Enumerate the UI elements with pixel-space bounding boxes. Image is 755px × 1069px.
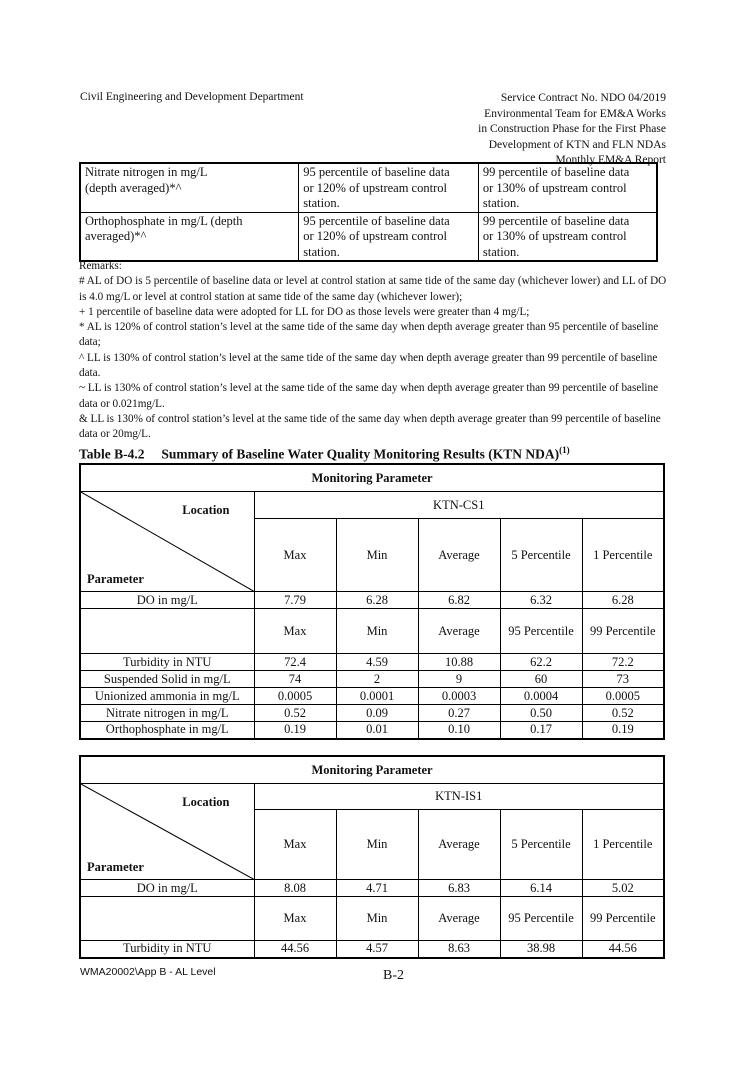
remark-line: ^ LL is 130% of control station’s level at the same tide of the same day when depth average greater than 99 percentile of baseline data. [79, 351, 658, 380]
table-row [80, 592, 664, 609]
row-label: Turbidity in NTU [80, 654, 254, 671]
table-cell: 9 [418, 671, 500, 688]
table-cell: 62.2 [500, 654, 582, 671]
table-row [80, 609, 664, 654]
row-label: DO in mg/L [80, 592, 254, 609]
criteria-al-cell [299, 212, 479, 261]
cell-line: 99 percentile of baseline data [482, 213, 630, 228]
remark-line: Remarks: [79, 260, 122, 272]
cell-line: (depth averaged)*^ [85, 180, 182, 195]
row-label: Suspended Solid in mg/L [80, 671, 254, 688]
remark-line: * AL is 120% of control station’s level at the same tide of the same day when depth average greater than 95 percentile of baseline data; [79, 321, 659, 349]
table-cell: 0.0005 [582, 688, 664, 705]
table-row [80, 756, 664, 784]
header-line: in Construction Phase for the First Phase [478, 123, 666, 136]
column-header: Min [336, 519, 418, 592]
location-parameter-corner [80, 492, 254, 592]
table-row [80, 464, 664, 492]
monitoring-parameter-header: Monitoring Parameter [80, 464, 664, 492]
table-caption [79, 445, 570, 463]
criteria-ll-cell [478, 163, 657, 212]
column-header: Max [254, 609, 336, 654]
cell-line: Nitrate nitrogen in mg/L [85, 165, 208, 179]
cell-line: 99 percentile of baseline data [482, 165, 630, 179]
table-row [80, 897, 664, 941]
table-number: Table B-4.2 [79, 446, 145, 462]
cell-line: Orthophosphate in mg/L (depth [85, 213, 243, 228]
station-header: KTN-IS1 [254, 784, 664, 810]
remarks [79, 259, 669, 443]
table-cell: 74 [254, 671, 336, 688]
header-line: Environmental Team for EM&A Works [484, 107, 666, 120]
table-cell: 6.28 [582, 592, 664, 609]
criteria-ll-cell [478, 212, 657, 261]
table-cell: 6.14 [500, 880, 582, 897]
empty-cell [80, 897, 254, 941]
table-cell: 0.52 [582, 705, 664, 722]
table-cell: 0.0005 [254, 688, 336, 705]
criteria-param-cell [80, 212, 299, 261]
remark-line: & LL is 130% of control station’s level at the same tide of the same day when depth average greater than 99 percentile of baseline data or 20mg/L. [79, 412, 661, 441]
table-cell: 0.0004 [500, 688, 582, 705]
monitoring-parameter-header: Monitoring Parameter [80, 756, 664, 784]
header-line: Monthly EM&A Report [555, 154, 666, 167]
table-cell: 72.2 [582, 654, 664, 671]
station-header: KTN-CS1 [254, 492, 664, 519]
remark-line: + 1 percentile of baseline data were adopted for LL for DO as those levels were greater than 4 mg/L; [79, 305, 530, 318]
column-header: Average [418, 609, 500, 654]
table-cell: 0.19 [254, 722, 336, 739]
table-cell: 5.02 [582, 880, 664, 897]
cell-line: or 120% of upstream control [303, 180, 447, 195]
table-cell: 0.0001 [336, 688, 418, 705]
cell-line: or 120% of upstream control [303, 229, 447, 243]
table-row [80, 163, 657, 212]
table-cell: 0.27 [418, 705, 500, 722]
table-cell: 0.52 [254, 705, 336, 722]
row-label: Turbidity in NTU [80, 941, 254, 958]
table-cell: 0.01 [336, 722, 418, 739]
table-row [80, 654, 664, 671]
cell-line: averaged)*^ [85, 229, 147, 243]
cell-line: station. [482, 196, 520, 210]
row-label: Nitrate nitrogen in mg/L [80, 705, 254, 722]
table-cell: 10.88 [418, 654, 500, 671]
table-cell: 0.09 [336, 705, 418, 722]
table-cell: 2 [336, 671, 418, 688]
column-header: Max [254, 897, 336, 941]
column-header: 95 Percentile [500, 609, 582, 654]
table-cell: 4.71 [336, 880, 418, 897]
table-row [80, 722, 664, 739]
cell-line: or 130% of upstream control [482, 229, 627, 243]
table-row [80, 671, 664, 688]
table-cell: 38.98 [500, 941, 582, 958]
row-label: Unionized ammonia in mg/L [80, 688, 254, 705]
header-contract-info [478, 91, 666, 169]
column-header: 1 Percentile [582, 810, 664, 880]
column-header: Average [418, 519, 500, 592]
column-header: Average [418, 810, 500, 880]
table-cell: 4.59 [336, 654, 418, 671]
table-cell: 8.08 [254, 880, 336, 897]
table-cell: 4.57 [336, 941, 418, 958]
parameter-label: Parameter [87, 572, 144, 586]
location-label: Location [182, 503, 230, 517]
criteria-table [79, 162, 658, 262]
cell-line: 95 percentile of baseline data [303, 165, 450, 179]
baseline-table-ktn-is1 [79, 755, 665, 959]
remark-line: ~ LL is 130% of control station’s level at the same tide of the same day when depth average greater than 99 percentile of baseline data or 0.021mg/L. [79, 382, 659, 410]
cell-line: station. [482, 244, 520, 259]
table-row [80, 705, 664, 722]
remark-line: # AL of DO is 5 percentile of baseline data or level at control station at same tide of the same day (whichever lower) and LL of DO is 4.0 mg/L or level at control station at same tide of the same day (whichever lower); [79, 275, 667, 303]
table-footnote-ref: (1) [559, 445, 570, 455]
empty-cell [80, 609, 254, 654]
criteria-al-cell [299, 163, 479, 212]
table-cell: 0.0003 [418, 688, 500, 705]
header-line: Service Contract No. NDO 04/2019 [500, 92, 666, 104]
column-header: Max [254, 519, 336, 592]
column-header: Min [336, 609, 418, 654]
table-title: Summary of Baseline Water Quality Monitoring Results (KTN NDA) [161, 446, 560, 462]
column-header: 5 Percentile [500, 810, 582, 880]
table-cell: 72.4 [254, 654, 336, 671]
table-cell: 6.28 [336, 592, 418, 609]
table-cell: 73 [582, 671, 664, 688]
table-row [80, 784, 664, 810]
table-row [80, 941, 664, 958]
location-parameter-corner [80, 784, 254, 880]
table-cell: 7.79 [254, 592, 336, 609]
column-header: Max [254, 810, 336, 880]
column-header: Min [336, 810, 418, 880]
footer-file-path: WMA20002\App B - AL Level [80, 966, 216, 978]
page-number: B-2 [383, 968, 404, 983]
table-cell: 0.17 [500, 722, 582, 739]
table-row [80, 212, 657, 261]
row-label: Orthophosphate in mg/L [80, 722, 254, 739]
header-department: Civil Engineering and Development Department [80, 91, 304, 103]
column-header: 95 Percentile [500, 897, 582, 941]
table-row [80, 688, 664, 705]
baseline-table-ktn-cs1 [79, 463, 665, 740]
table-row [80, 880, 664, 897]
parameter-label: Parameter [87, 860, 144, 874]
cell-line: station. [303, 196, 340, 210]
table-cell: 6.82 [418, 592, 500, 609]
table-cell: 44.56 [254, 941, 336, 958]
table-cell: 6.83 [418, 880, 500, 897]
cell-line: 95 percentile of baseline data [303, 213, 450, 228]
column-header: 1 Percentile [582, 519, 664, 592]
table-cell: 0.19 [582, 722, 664, 739]
table-row [80, 492, 664, 519]
table-cell: 0.10 [418, 722, 500, 739]
table-cell: 8.63 [418, 941, 500, 958]
table-cell: 44.56 [582, 941, 664, 958]
column-header: Average [418, 897, 500, 941]
location-label: Location [182, 795, 230, 809]
table-cell: 60 [500, 671, 582, 688]
cell-line: or 130% of upstream control [482, 180, 627, 195]
table-cell: 6.32 [500, 592, 582, 609]
criteria-param-cell [80, 163, 299, 212]
column-header: Min [336, 897, 418, 941]
cell-line: station. [303, 244, 340, 259]
column-header: 5 Percentile [500, 519, 582, 592]
column-header: 99 Percentile [582, 897, 664, 941]
header-line: Development of KTN and FLN NDAs [488, 138, 666, 151]
table-cell: 0.50 [500, 705, 582, 722]
row-label: DO in mg/L [80, 880, 254, 897]
column-header: 99 Percentile [582, 609, 664, 654]
